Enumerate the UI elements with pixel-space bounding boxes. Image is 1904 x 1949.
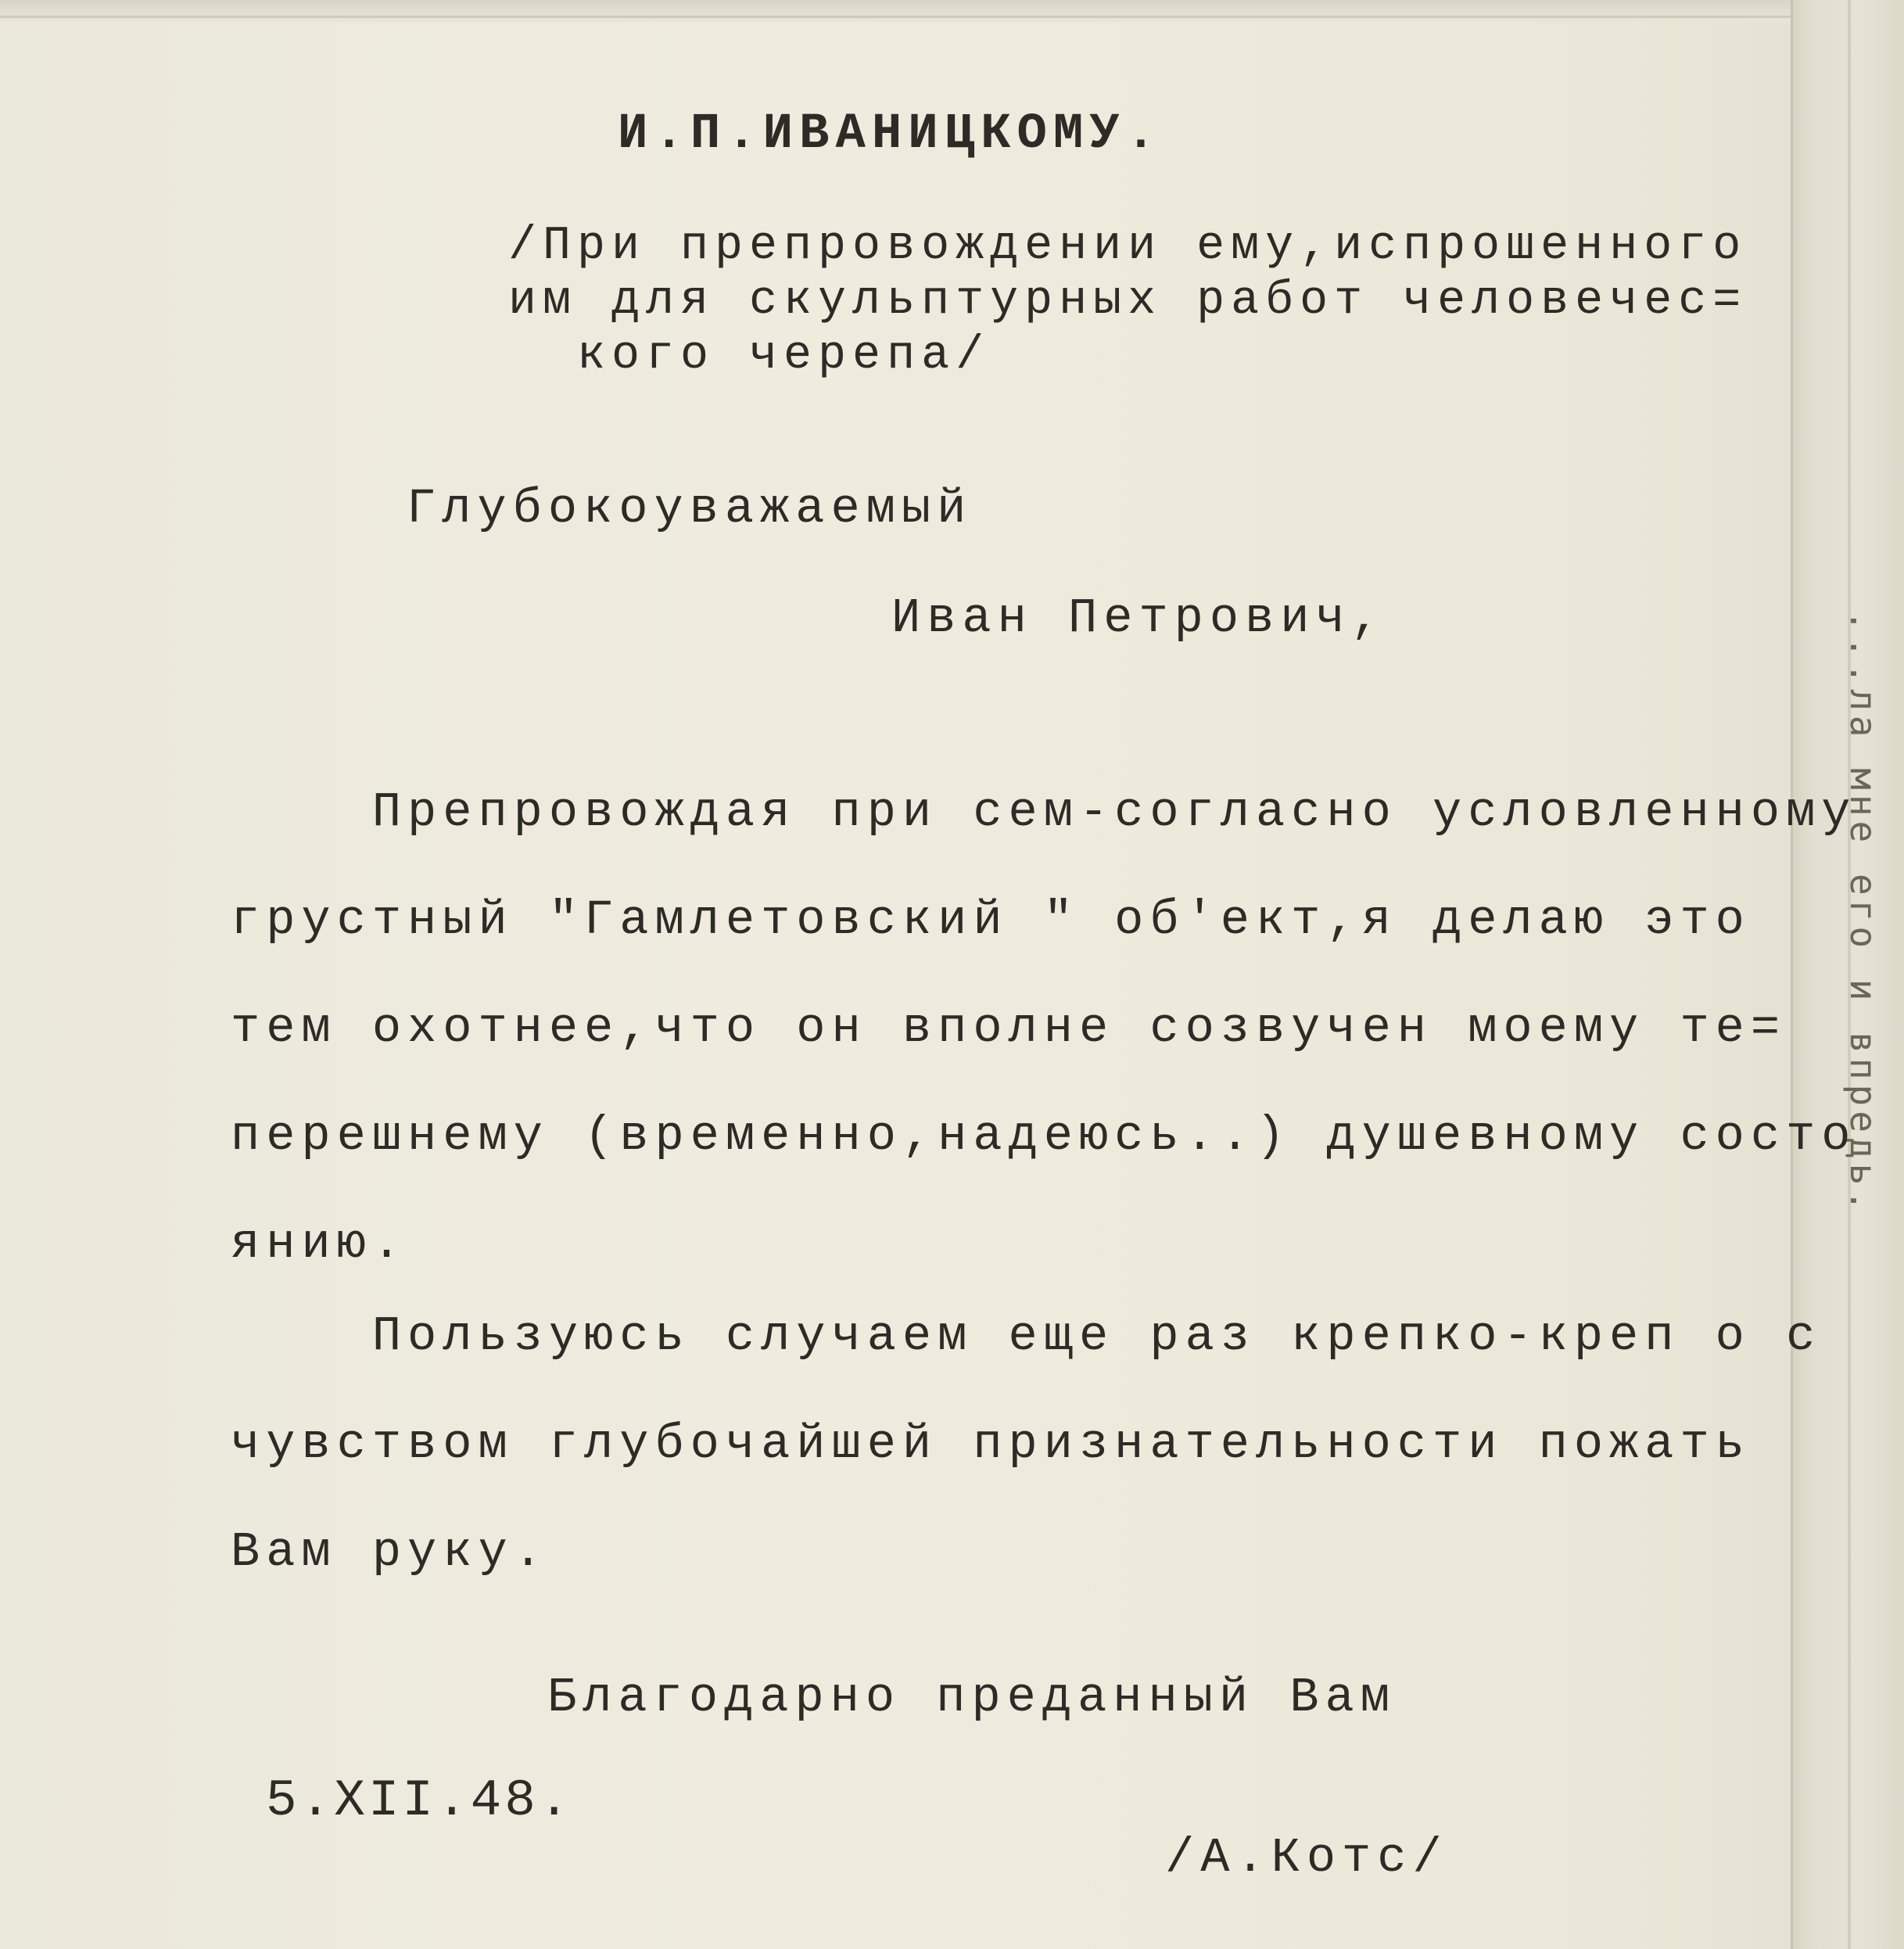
- letter-signature: /А.Котс/: [1165, 1830, 1448, 1886]
- letter-salutation: Глубокоуважаемый: [407, 481, 973, 537]
- letter-paragraph-2: Пользуюсь случаем еще раз крепко-креп о с чувством глубочайшей признательности пожать Вам руку.: [231, 1308, 1822, 1580]
- letter-recipient-name: Иван Петрович,: [891, 590, 1386, 646]
- letter-paragraph-1: Препровождая при сем-согласно условленному грустный "Гамлетовский " об'ект,я делаю это тем охотнее,что он вполне созвучен моему те= перешнему (временно,надеюсь..) душевному состо янию.: [231, 784, 1857, 1272]
- letter-date: 5.XII.48.: [266, 1771, 573, 1830]
- letter-addressee: И.П.ИВАНИЦКОМУ.: [618, 106, 1163, 163]
- rotated-margin-text: ...ла мне его и впредь.: [1842, 610, 1884, 1216]
- letter-subject: /При препровождении ему,испрошенного им для скульптурных работ человечес= кого черепа/: [508, 220, 1748, 382]
- letter-closing: Благодарно преданный Вам: [547, 1670, 1396, 1725]
